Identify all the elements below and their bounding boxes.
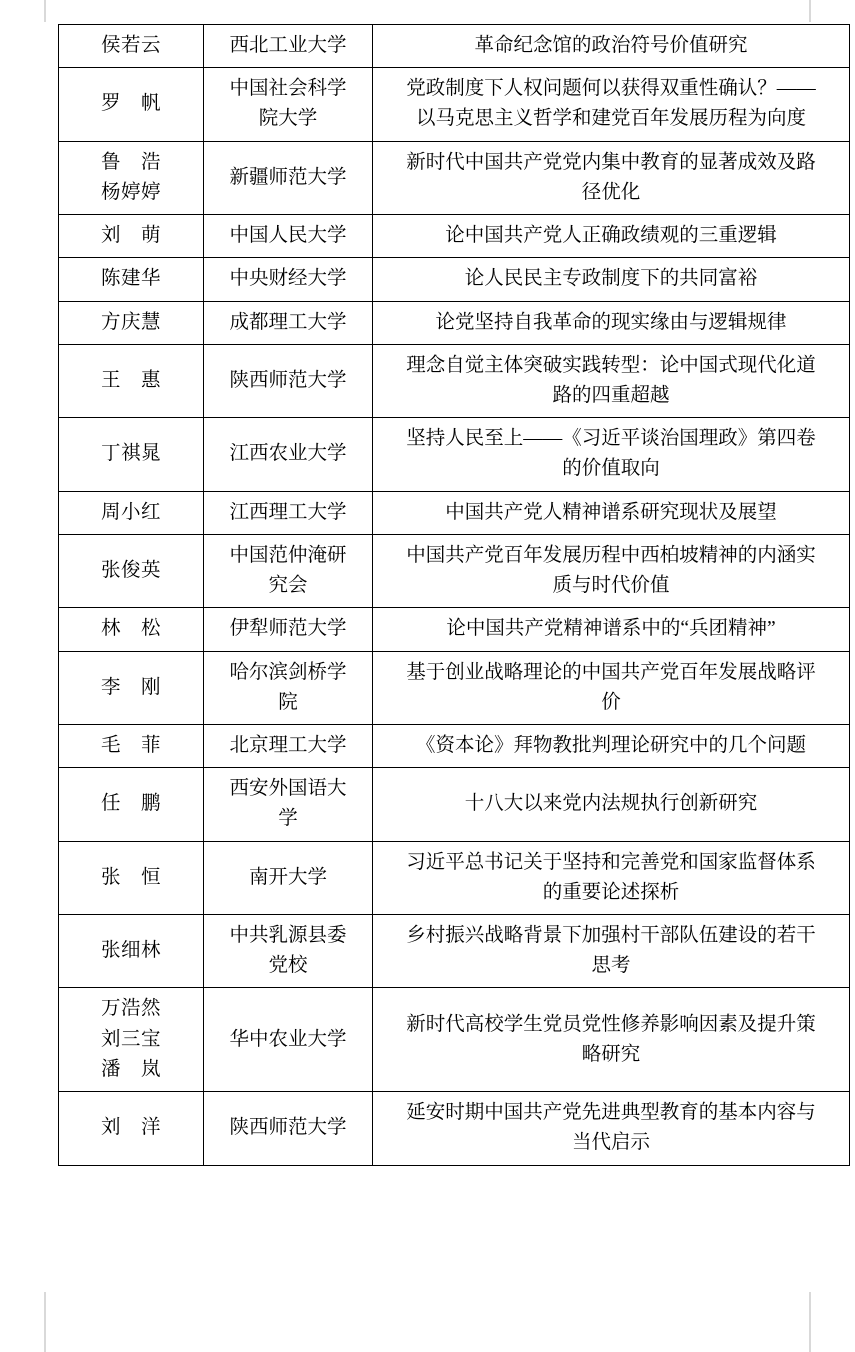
cell-author-name: [59, 724, 204, 767]
cell-affiliation: [204, 915, 373, 988]
paper-title-line: 论中国共产党精神谱系中的“兵团精神”: [446, 618, 776, 640]
author-name-line: 刘三宝: [100, 1028, 161, 1050]
cell-paper-title: [373, 1092, 850, 1165]
cell-paper-title: [373, 68, 850, 141]
author-name-line: 方庆慧: [100, 311, 161, 333]
cell-affiliation: [204, 988, 373, 1092]
affiliation-line: 究会: [268, 575, 308, 597]
paper-title-line: 论人民民主专政制度下的共同富裕: [464, 268, 758, 290]
author-name-line: 丁祺晁: [100, 443, 161, 465]
paper-title-line: 新时代高校学生党员党性修养影响因素及提升策: [406, 1013, 816, 1035]
paper-title-line: 革命纪念馆的政治符号价值研究: [474, 35, 748, 56]
cell-paper-title: [373, 215, 850, 258]
table-row: [59, 608, 850, 651]
affiliation-line: 学: [278, 808, 298, 830]
author-name-line: 张细林: [100, 940, 161, 962]
cell-affiliation: [204, 25, 373, 68]
cell-affiliation: [204, 68, 373, 141]
cell-affiliation: [204, 534, 373, 607]
table-row: [59, 68, 850, 141]
paper-title-line: 价: [601, 691, 621, 713]
paper-list-table-container: [58, 24, 816, 1166]
cell-paper-title: [373, 25, 850, 68]
paper-title-line: 中国共产党百年发展历程中西柏坡精神的内涵实: [406, 544, 816, 566]
paper-title-line: 基于创业战略理论的中国共产党百年发展战略评: [406, 661, 816, 683]
author-name-line: 万浩然: [100, 998, 161, 1020]
author-name-line: 张俊英: [100, 559, 161, 581]
cell-affiliation: [204, 215, 373, 258]
author-name-line: 鲁 浩: [100, 151, 161, 173]
cell-author-name: [59, 418, 204, 491]
cell-author-name: [59, 841, 204, 914]
cell-author-name: [59, 68, 204, 141]
paper-title-line: 质与时代价值: [552, 575, 670, 597]
paper-title-line: 理念自觉主体突破实践转型：论中国式现代化道: [406, 354, 816, 376]
cell-paper-title: [373, 651, 850, 724]
cell-affiliation: [204, 651, 373, 724]
paper-title-line: 思考: [591, 955, 631, 977]
cell-affiliation: [204, 841, 373, 914]
paper-title-line: 新时代中国共产党党内集中教育的显著成效及路: [406, 151, 816, 173]
cell-paper-title: [373, 418, 850, 491]
crop-mark-bottom-left: [44, 1292, 46, 1352]
affiliation-line: 党校: [268, 955, 308, 977]
paper-title-line: 路的四重超越: [552, 384, 670, 406]
cell-author-name: [59, 1092, 204, 1165]
affiliation-line: 哈尔滨剑桥学: [229, 661, 347, 683]
author-name-line: 林 松: [100, 618, 161, 640]
table-row: [59, 768, 850, 841]
cell-affiliation: [204, 1092, 373, 1165]
affiliation-line: 华中农业大学: [229, 1028, 347, 1050]
cell-author-name: [59, 301, 204, 344]
paper-list-table: [58, 24, 850, 1166]
affiliation-line: 中共乳源县委: [229, 925, 347, 947]
cell-paper-title: [373, 141, 850, 214]
author-name-line: 潘 岚: [100, 1058, 161, 1080]
affiliation-line: 西安外国语大: [229, 778, 347, 800]
cell-paper-title: [373, 915, 850, 988]
affiliation-line: 中国社会科学: [229, 78, 347, 100]
cell-author-name: [59, 141, 204, 214]
paper-title-line: 中国共产党人精神谱系研究现状及展望: [445, 501, 777, 523]
paper-title-line: 的重要论述探析: [542, 881, 680, 903]
paper-title-line: 《资本论》拜物教批判理论研究中的几个问题: [415, 734, 806, 756]
paper-title-line: 十八大以来党内法规执行创新研究: [464, 793, 758, 815]
affiliation-line: 北京理工大学: [229, 734, 347, 756]
affiliation-line: 陕西师范大学: [229, 1117, 347, 1139]
affiliation-line: 陕西师范大学: [229, 369, 347, 391]
cell-paper-title: [373, 608, 850, 651]
affiliation-line: 新疆师范大学: [229, 166, 347, 188]
author-name-line: 杨婷婷: [100, 181, 161, 203]
crop-mark-top-right: [809, 0, 811, 22]
table-row: [59, 25, 850, 68]
affiliation-line: 伊犁师范大学: [229, 618, 347, 640]
affiliation-line: 南开大学: [248, 866, 327, 888]
table-row: [59, 258, 850, 301]
author-name-line: 李 刚: [100, 676, 161, 698]
affiliation-line: 中央财经大学: [229, 268, 347, 290]
paper-title-line: 当代启示: [571, 1132, 650, 1154]
paper-title-line: 论中国共产党人正确政绩观的三重逻辑: [445, 225, 777, 247]
table-row: [59, 344, 850, 417]
cell-author-name: [59, 988, 204, 1092]
cell-affiliation: [204, 301, 373, 344]
affiliation-line: 院大学: [258, 108, 318, 130]
table-row: [59, 534, 850, 607]
cell-paper-title: [373, 301, 850, 344]
paper-title-line: 以马克思主义哲学和建党百年发展历程为向度: [415, 108, 806, 130]
cell-author-name: [59, 344, 204, 417]
cell-paper-title: [373, 344, 850, 417]
paper-title-line: 径优化: [581, 181, 641, 203]
cell-author-name: [59, 915, 204, 988]
cell-author-name: [59, 651, 204, 724]
cell-affiliation: [204, 141, 373, 214]
table-body: [59, 25, 850, 1166]
cell-paper-title: [373, 258, 850, 301]
author-name-line: 张 恒: [100, 866, 161, 888]
table-row: [59, 301, 850, 344]
table-row: [59, 988, 850, 1092]
cell-affiliation: [204, 344, 373, 417]
cell-paper-title: [373, 534, 850, 607]
paper-title-line: 坚持人民至上——《习近平谈治国理政》第四卷: [406, 428, 816, 450]
cell-affiliation: [204, 418, 373, 491]
paper-title-line: 党政制度下人权问题何以获得双重性确认？——: [406, 78, 816, 100]
author-name-line: 侯若云: [100, 35, 161, 56]
author-name-line: 毛 菲: [100, 734, 161, 756]
cell-author-name: [59, 608, 204, 651]
table-row: [59, 724, 850, 767]
author-name-line: 刘 洋: [100, 1117, 161, 1139]
affiliation-line: 中国范仲淹研: [229, 544, 347, 566]
author-name-line: 王 惠: [100, 369, 161, 391]
affiliation-line: 江西农业大学: [229, 443, 347, 465]
author-name-line: 任 鹏: [100, 793, 161, 815]
cell-affiliation: [204, 768, 373, 841]
paper-title-line: 延安时期中国共产党先进典型教育的基本内容与: [406, 1102, 816, 1124]
crop-mark-top-left: [44, 0, 46, 22]
paper-title-line: 略研究: [581, 1043, 641, 1065]
cell-author-name: [59, 215, 204, 258]
table-row: [59, 215, 850, 258]
cell-author-name: [59, 491, 204, 534]
cell-affiliation: [204, 491, 373, 534]
paper-title-line: 习近平总书记关于坚持和完善党和国家监督体系: [406, 851, 816, 873]
affiliation-line: 中国人民大学: [229, 225, 347, 247]
table-row: [59, 491, 850, 534]
author-name-line: 罗 帆: [100, 93, 161, 115]
table-row: [59, 915, 850, 988]
cell-affiliation: [204, 724, 373, 767]
table-row: [59, 141, 850, 214]
paper-title-line: 的价值取向: [562, 458, 660, 480]
paper-title-line: 乡村振兴战略背景下加强村干部队伍建设的若干: [406, 925, 816, 947]
table-row: [59, 841, 850, 914]
cell-paper-title: [373, 724, 850, 767]
table-row: [59, 651, 850, 724]
cell-affiliation: [204, 608, 373, 651]
author-name-line: 刘 萌: [100, 225, 161, 247]
cell-paper-title: [373, 491, 850, 534]
affiliation-line: 西北工业大学: [229, 35, 347, 56]
cell-author-name: [59, 258, 204, 301]
author-name-line: 周小红: [100, 501, 161, 523]
cell-paper-title: [373, 841, 850, 914]
cell-author-name: [59, 534, 204, 607]
table-row: [59, 418, 850, 491]
cell-affiliation: [204, 258, 373, 301]
affiliation-line: 江西理工大学: [229, 501, 347, 523]
affiliation-line: 院: [278, 691, 298, 713]
cell-paper-title: [373, 768, 850, 841]
table-row: [59, 1092, 850, 1165]
cell-author-name: [59, 25, 204, 68]
paper-title-line: 论党坚持自我革命的现实缘由与逻辑规律: [435, 311, 787, 333]
affiliation-line: 成都理工大学: [229, 311, 347, 333]
cell-author-name: [59, 768, 204, 841]
author-name-line: 陈建华: [100, 268, 161, 290]
crop-mark-bottom-right: [809, 1292, 811, 1352]
cell-paper-title: [373, 988, 850, 1092]
